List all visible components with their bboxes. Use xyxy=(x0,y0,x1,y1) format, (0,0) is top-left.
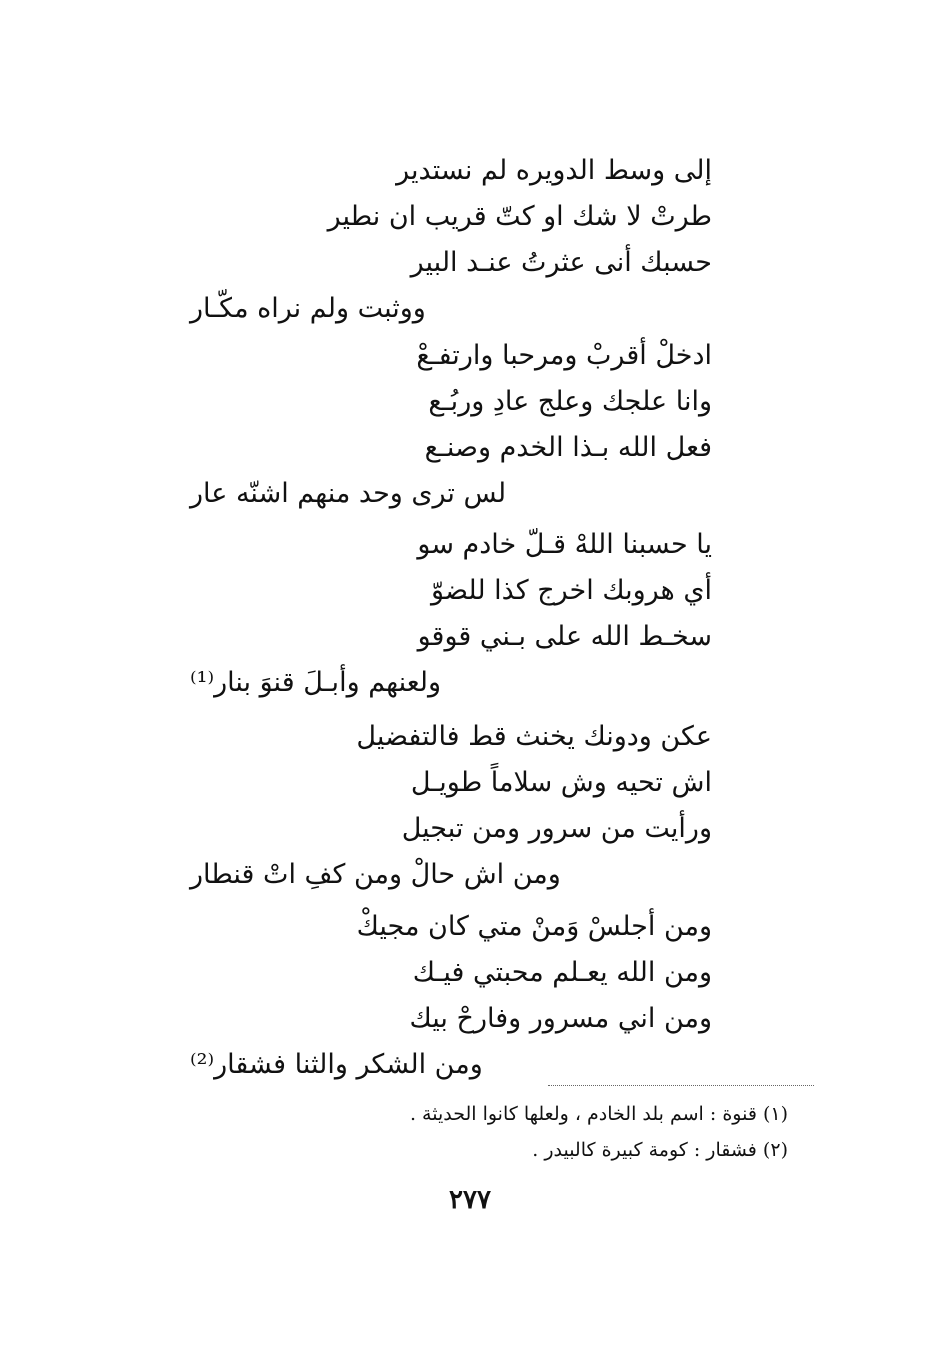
verse-line: وانا علجك وعلج عادِ وربُـع xyxy=(428,386,712,417)
stanza-1 xyxy=(180,148,720,332)
refrain-line: ومن اش حالْ ومن كفِ اتْ قنطار xyxy=(190,859,561,890)
verse-line: عكن ودونك يخنث قط فالتفضيل xyxy=(356,721,712,752)
refrain-line: ووثبت ولم نراه مكّـار xyxy=(190,293,426,324)
stanza-5 xyxy=(180,904,720,1088)
verse-line: فعل الله بـذا الخدم وصنـع xyxy=(424,432,712,463)
footnote-separator xyxy=(548,1085,814,1086)
verse-line: أي هروبك اخرج كذا للضوّ xyxy=(431,575,712,606)
verse-line: ادخلْ أقربْ ومرحبا وارتفـعْ xyxy=(416,340,712,371)
footnotes xyxy=(400,1096,788,1168)
verse-line: سخـط الله على بـني قوقو xyxy=(417,621,712,652)
refrain-line: لس ترى وحد منهم اشنّه عار xyxy=(190,478,507,509)
verse-line: ومن أجلسْ وَمنْ متي كان مجيكْ xyxy=(356,911,712,942)
verse-line: يا حسبنا اللهْ قـلّ خادم سو xyxy=(417,529,712,560)
verse-line: اش تحيه وش سلاماً طويـل xyxy=(410,767,712,798)
page-number: ٢٧٧ xyxy=(449,1185,491,1215)
stanza-4 xyxy=(180,714,720,898)
verse-line: إلى وسط الدويره لم نستدير xyxy=(396,155,712,186)
verse-line: ورأيت من سرور ومن تبجيل xyxy=(401,813,712,844)
verse-line: ومن اني مسرور وفارحْ بيك xyxy=(409,1003,712,1034)
verse-line: حسبك أنى عثرتُ عنـد البير xyxy=(410,247,712,278)
footnote: (١) قنوة : اسم بلد الخادم ، ولعلها كانوا الحديثة . xyxy=(409,1103,788,1125)
refrain-line: ولعنهم وأبـلَ قنوَ بنار⁽¹⁾ xyxy=(190,667,442,698)
refrain-line: ومن الشكر والثنا فشقار⁽²⁾ xyxy=(190,1049,483,1080)
stanza-3 xyxy=(180,522,720,706)
footnote: (٢) فشقار : كومة كبيرة كالبيدر . xyxy=(532,1139,788,1161)
verse-line: ومن الله يعـلم محبتي فيـك xyxy=(412,957,712,988)
stanza-2 xyxy=(180,333,720,517)
verse-line: طرتْ لا شك او كتّ قريب ان نطير xyxy=(327,201,712,232)
